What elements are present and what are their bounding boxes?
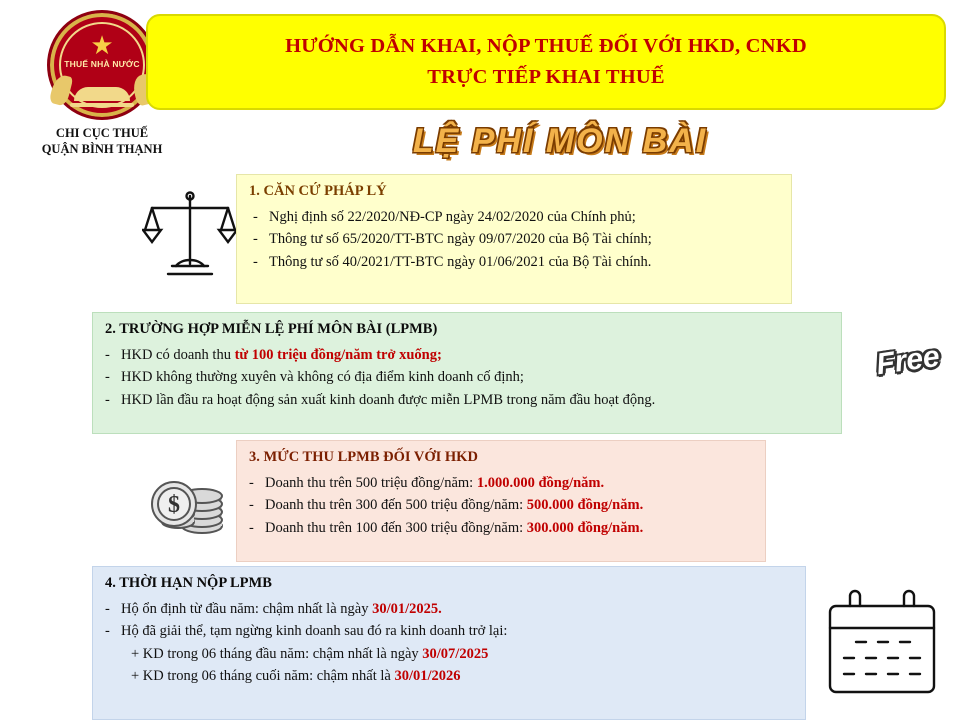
list-item xyxy=(105,344,829,366)
coins-icon xyxy=(140,448,240,548)
list-item-highlight: 30/01/2025. xyxy=(372,601,442,617)
seal-base-icon xyxy=(70,103,134,107)
bullet: - xyxy=(105,623,110,640)
bullet xyxy=(105,643,131,665)
section-3-title: 3. MỨC THU LPMB ĐỐI VỚI HKD xyxy=(249,449,478,465)
section-4-title: 4. THỜI HẠN NỘP LPMB xyxy=(105,575,272,591)
bullet: - xyxy=(105,601,110,617)
bullet: - xyxy=(253,231,258,248)
seal-arc-icon xyxy=(74,87,130,101)
list-item xyxy=(249,251,779,273)
section-1-title: 1. CĂN CỨ PHÁP LÝ xyxy=(249,183,387,199)
list-item-text: Nghị định số 22/2020/NĐ-CP ngày 24/02/2020 của Chính phủ; xyxy=(269,209,636,225)
list-item-text xyxy=(265,494,753,516)
list-item-text xyxy=(121,598,793,620)
section-lpmb-exemption xyxy=(92,312,842,434)
bullet: - xyxy=(249,497,254,514)
list-item-text-main: HKD có doanh thu xyxy=(121,347,235,363)
list-item xyxy=(249,228,779,250)
office-name xyxy=(12,126,192,157)
list-item xyxy=(249,206,779,228)
list-item-text-main: Hộ ổn định từ đầu năm: chậm nhất là ngày xyxy=(121,601,373,617)
tax-department-seal-icon xyxy=(47,10,157,120)
list-item-text: Hộ đã giải thể, tạm ngừng kinh doanh sau đó ra kinh doanh trở lại: xyxy=(121,623,508,640)
page-title: LỆ PHÍ MÔN BÀI xyxy=(412,122,708,160)
svg-text:$: $ xyxy=(168,492,180,518)
seal-text: THUẾ NHÀ NƯỚC xyxy=(64,59,140,69)
list-item xyxy=(105,620,793,642)
list-item xyxy=(105,598,793,620)
list-item-text-main: + KD trong 06 tháng đầu năm: chậm nhất là ngày xyxy=(131,645,423,662)
list-item xyxy=(105,389,829,411)
list-item-text: HKD không thường xuyên và không có địa điểm kinh doanh cố định; xyxy=(121,369,524,386)
list-item-text xyxy=(131,643,793,665)
section-lpmb-deadline xyxy=(92,566,806,720)
list-item-highlight: 300.000 đồng/năm. xyxy=(526,519,644,536)
section-legal-basis xyxy=(236,174,792,304)
list-item-text: Thông tư số 40/2021/TT-BTC ngày 01/06/2021 của Bộ Tài chính. xyxy=(269,253,652,270)
list-item xyxy=(105,643,793,665)
office-name-line1: CHI CỤC THUẾ xyxy=(55,126,149,140)
title-line-1: HƯỚNG DẪN KHAI, NỘP THUẾ ĐỐI VỚI HKD, CNKD xyxy=(285,35,807,58)
list-item xyxy=(105,366,829,388)
list-item-text-main: Doanh thu trên 100 đến 300 triệu đồng/năm: xyxy=(265,519,527,536)
list-item-text: Thông tư số 65/2020/TT-BTC ngày 09/07/2020 của Bộ Tài chính; xyxy=(269,231,652,248)
list-item-highlight: 500.000 đồng/năm. xyxy=(526,497,644,514)
list-item-text-main: + KD trong 06 tháng cuối năm: chậm nhất là xyxy=(131,668,395,685)
list-item xyxy=(249,494,753,516)
list-item-text xyxy=(265,517,753,539)
bullet: - xyxy=(249,519,254,536)
list-item-highlight: 1.000.000 đồng/năm. xyxy=(476,475,605,491)
list-item-text-main: Doanh thu trên 500 triệu đồng/năm: xyxy=(265,475,477,491)
calendar-icon xyxy=(816,588,946,700)
list-item-highlight: 30/01/2026 xyxy=(394,668,461,685)
section-lpmb-rates xyxy=(236,440,766,562)
seal-laurel-left-icon xyxy=(49,73,74,106)
bullet: - xyxy=(249,475,254,491)
title-banner xyxy=(146,14,946,110)
list-item-text xyxy=(131,665,793,687)
list-item-highlight: từ 100 triệu đồng/năm trở xuống; xyxy=(234,347,442,363)
bullet: - xyxy=(105,391,110,408)
star-icon: ★ xyxy=(90,31,114,60)
bullet: - xyxy=(105,369,110,386)
list-item-text xyxy=(265,472,753,494)
list-item-text xyxy=(121,344,829,366)
bullet: - xyxy=(105,347,110,363)
list-item-text: HKD lần đầu ra hoạt động sản xuất kinh doanh được miễn LPMB trong năm đầu hoạt động. xyxy=(121,391,656,408)
title-line-2: TRỰC TIẾP KHAI THUẾ xyxy=(427,66,665,88)
list-item xyxy=(105,665,793,687)
scales-of-justice-icon xyxy=(142,186,238,286)
list-item-text-main: Doanh thu trên 300 đến 500 triệu đồng/năm: xyxy=(265,497,527,514)
bullet: - xyxy=(253,209,258,225)
section-2-title: 2. TRƯỜNG HỢP MIỄN LỆ PHÍ MÔN BÀI (LPMB) xyxy=(105,321,438,337)
bullet: - xyxy=(253,253,258,270)
office-name-line2: QUẬN BÌNH THẠNH xyxy=(41,141,163,156)
list-item xyxy=(249,472,753,494)
free-stamp-label: Free xyxy=(874,339,942,382)
list-item-highlight: 30/07/2025 xyxy=(422,645,489,662)
bullet xyxy=(105,665,131,687)
list-item xyxy=(249,517,753,539)
